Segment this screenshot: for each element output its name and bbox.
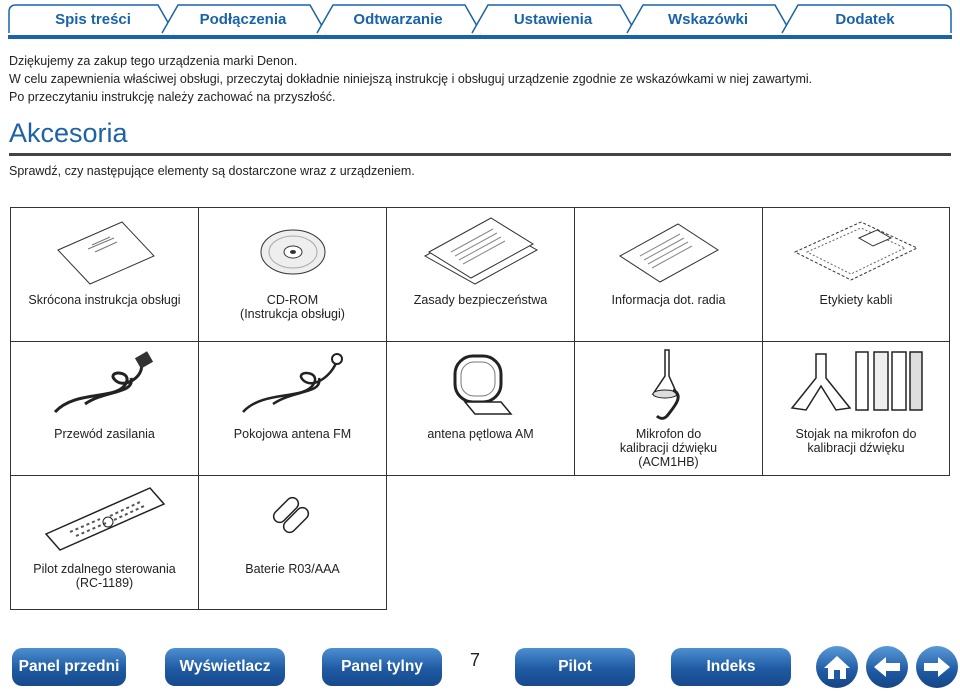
accessory-label: Baterie R03/AAA [245, 562, 340, 576]
tab-appendix[interactable] [778, 4, 952, 34]
microphone-icon [575, 346, 762, 422]
accessory-cell [386, 207, 575, 342]
tab-label: Odtwarzanie [353, 10, 443, 28]
safety-sheet-icon [387, 216, 574, 286]
nav-rear-panel-button[interactable]: Panel tylny [322, 648, 442, 686]
intro-text [9, 52, 812, 106]
accessory-cell [386, 341, 575, 476]
section-title: Akcesoria [9, 118, 128, 148]
intro-line: Dziękujemy za zakup tego urządzenia marki Denon. [9, 54, 298, 68]
accessory-label: Mikrofon do kalibracji dźwięku (ACM1HB) [619, 427, 718, 469]
accessory-cell [574, 207, 763, 342]
power-cord-icon [11, 350, 198, 420]
page-number: 7 [470, 650, 481, 670]
remote-control-icon [11, 484, 198, 554]
accessory-cell [762, 207, 950, 342]
accessory-label: CD-ROM (Instrukcja obsługi) [240, 293, 345, 321]
quick-guide-icon [11, 218, 198, 288]
accessory-label: antena pętlowa AM [427, 427, 534, 441]
accessory-cell [198, 341, 387, 476]
tab-label: Wskazówki [667, 10, 749, 28]
accessory-cell [10, 207, 199, 342]
radio-info-sheet-icon [575, 218, 762, 284]
accessory-label: Pilot zdalnego sterowania (RC-1189) [33, 562, 176, 590]
tab-contents[interactable] [8, 4, 178, 34]
intro-line: Po przeczytaniu instrukcję należy zachować na przyszłość. [9, 90, 336, 104]
home-button[interactable] [816, 646, 858, 688]
accessory-cell [10, 341, 199, 476]
accessory-label: Skrócona instrukcja obsługi [28, 293, 181, 307]
tab-label: Ustawienia [513, 10, 593, 28]
accessory-cell [574, 341, 763, 476]
arrow-left-icon [872, 655, 902, 679]
forward-button[interactable] [916, 646, 958, 688]
arrow-right-icon [922, 655, 952, 679]
tab-label: Dodatek [835, 10, 895, 28]
accessory-cell [10, 475, 199, 610]
title-divider [9, 153, 951, 156]
tab-settings[interactable] [468, 4, 638, 34]
tab-tips[interactable] [623, 4, 793, 34]
accessories-grid [10, 207, 950, 610]
tab-playback[interactable] [313, 4, 483, 34]
section-subtitle: Sprawdź, czy następujące elementy są dostarczone wraz z urządzeniem. [9, 164, 415, 178]
home-icon [822, 653, 852, 681]
accessory-label: Zasady bezpieczeństwa [413, 293, 548, 307]
nav-display-button[interactable]: Wyświetlacz [165, 648, 285, 686]
accessory-cell [198, 207, 387, 342]
tab-label: Spis treści [55, 10, 131, 28]
fm-antenna-icon [199, 350, 386, 420]
tab-connections[interactable] [158, 4, 328, 34]
accessory-cell [198, 475, 387, 610]
accessory-label: Etykiety kabli [819, 293, 893, 307]
header-divider [8, 35, 952, 39]
top-tabs [8, 4, 952, 34]
am-loop-antenna-icon [387, 350, 574, 420]
cable-labels-icon [763, 218, 949, 284]
back-button[interactable] [866, 646, 908, 688]
tab-label: Podłączenia [199, 10, 287, 28]
accessory-label: Stojak na mikrofon do kalibracji dźwięku [795, 427, 917, 455]
accessory-label: Informacja dot. radia [611, 293, 726, 307]
intro-line: W celu zapewnienia właściwej obsługi, przeczytaj dokładnie niniejszą instrukcję i obsługuj urządzenie zgodnie ze wskazówkami w niej zawartymi. [9, 72, 813, 86]
accessory-cell [762, 341, 950, 476]
nav-front-panel-button[interactable]: Panel przedni [12, 648, 126, 686]
batteries-icon [199, 490, 386, 540]
nav-index-button[interactable]: Indeks [671, 648, 791, 686]
accessory-label: Przewód zasilania [54, 427, 155, 441]
cd-rom-icon [199, 222, 386, 282]
nav-remote-button[interactable]: Pilot [515, 648, 635, 686]
mic-stand-icon [763, 348, 949, 418]
accessory-label: Pokojowa antena FM [233, 427, 352, 441]
